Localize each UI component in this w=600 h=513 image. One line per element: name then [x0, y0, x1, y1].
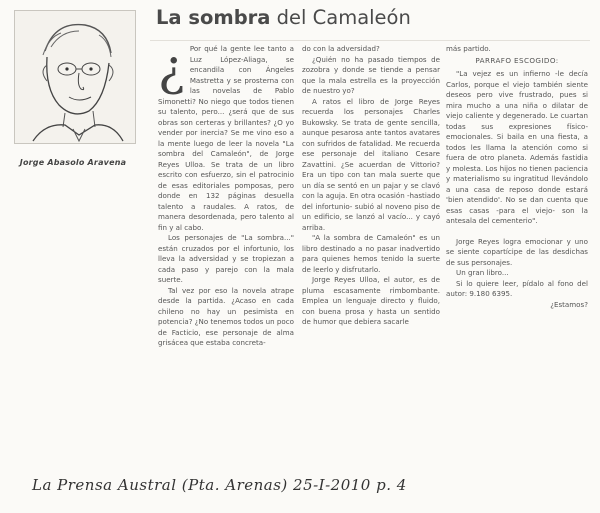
article-column-3: [446, 44, 588, 310]
article-headline: [156, 6, 411, 29]
author-sketch-drawing: [15, 11, 135, 143]
author-portrait-sketch: [14, 10, 136, 144]
col2-paragraph-2: A ratos el libro de Jorge Reyes recuerda los personajes Charles Bukowsky. Se trata de gente sencilla, aunque pesarosa ante tantos avatares con sufridos de fatalidad. Me recuerda ese personaje del italiano Cesare Zavattini. ¿Se acuerdan de Vittorio? Era un tipo con tan mala suerte que un día se sentó en un pajar y se clavó con la aguja. En otra ocasión -hastiado del infortunio- subió al noveno piso de un edificio, se lanzó al vacío... y cayó arriba.: [302, 96, 440, 232]
col3-closing: ¿Estamos?: [550, 299, 588, 309]
col2-paragraph-3: "A la sombra de Camaleón" es un libro destinado a no pasar inadvertido para quienes hemos tenido la suerte de leerlo y disfrutarlo.: [302, 233, 440, 274]
col3-paragraph-3: Un gran libro...: [456, 268, 509, 277]
col3-paragraph-0: más partido.: [446, 44, 491, 53]
col1-paragraph-2: Los personajes de "La sombra..." están cruzados por el infortunio, los lleva la adversidad y se tropiezan a cada paso y parejo con la mala suerte.: [158, 233, 294, 284]
headline-rule: [150, 40, 590, 41]
col3-paragraph-4: Si lo quiere leer, pídalo al fono del autor: 9.180 6395.: [446, 278, 588, 298]
headline-rest: del Camaleón: [276, 6, 411, 29]
author-column: [8, 10, 138, 167]
col3-quote-paragraph: "La vejez es un infierno -le decía Carlos, porque el viejo también siente deseos pero vive frustrado, pues si mira mucho a una niña o dilatar de viejo caliente y degenerado. Le cuartan todas sus expresiones físico-emocionales. Si baila en una fiesta, a todos les llama la atención como si fuera de otro planeta. Además fastidia y molesta. Los hijos no tienen paciencia y materialismo su ingratitud llevándolo a una casa de reposo donde estará 'bien atendido'. No se dan cuenta que esas casas -para el viejo- son la antesala del cementerio".: [446, 69, 588, 225]
handwritten-source-note: La Prensa Austral (Pta. Arenas) 25-I-2010 p. 4: [32, 476, 407, 494]
col2-paragraph-4: Jorge Reyes Ulloa, el autor, es de pluma escasamente rimbombante. Emplea un lenguaje directo y fluido, con buena prosa y hasta un sentido de humor que debiera sacarle: [302, 275, 440, 326]
author-name: Jorge Abasolo Aravena: [19, 158, 127, 167]
col2-paragraph-0: do con la adversidad?: [302, 44, 380, 53]
drop-cap: ¿: [158, 39, 185, 97]
article-column-1: [158, 39, 294, 349]
col2-paragraph-1: ¿Quién no ha pasado tiempos de zozobra y donde se tiende a pensar que la mala estrella es la proyección de nuestro yo?: [302, 54, 440, 95]
chosen-paragraph-heading: PARRAFO ESCOGIDO:: [475, 55, 559, 65]
col1-paragraph-1: Por qué la gente lee tanto a Luz López-Aliaga, se encandila con Ángeles Mastretta y se prosterna con las novelas de Pablo Simonetti? No niego que todos tienen su talento, pero... ¿será que de sus obras son certeras y brillantes? ¿O yo vender por inercia? Se me vino eso a la mente luego de leer la novela "La sombra del Camaleón", de Jorge Reyes Ulloa. Se trata de un libro escrito con esfuerzo, sin el patrocinio de esas editoriales pomposas, pero donde en 132 páginas desuella talento a raudales. A ratos, de manera desordenada, pero talento al fin y al cabo.: [158, 44, 294, 232]
col3-paragraph-2: Jorge Reyes logra emocionar y uno se siente copartícipe de las desdichas de sus personajes.: [446, 236, 588, 267]
col1-paragraph-3: Tal vez por eso la novela atrape desde la partida. ¿Acaso en cada chileno no hay un pesimista en potencia? ¿No tenemos todos un poco de Facticio, ese personaje de alma grisácea que estaba concreta-: [158, 285, 294, 347]
headline-bold: La sombra: [156, 6, 271, 29]
article-column-2: [302, 44, 440, 328]
